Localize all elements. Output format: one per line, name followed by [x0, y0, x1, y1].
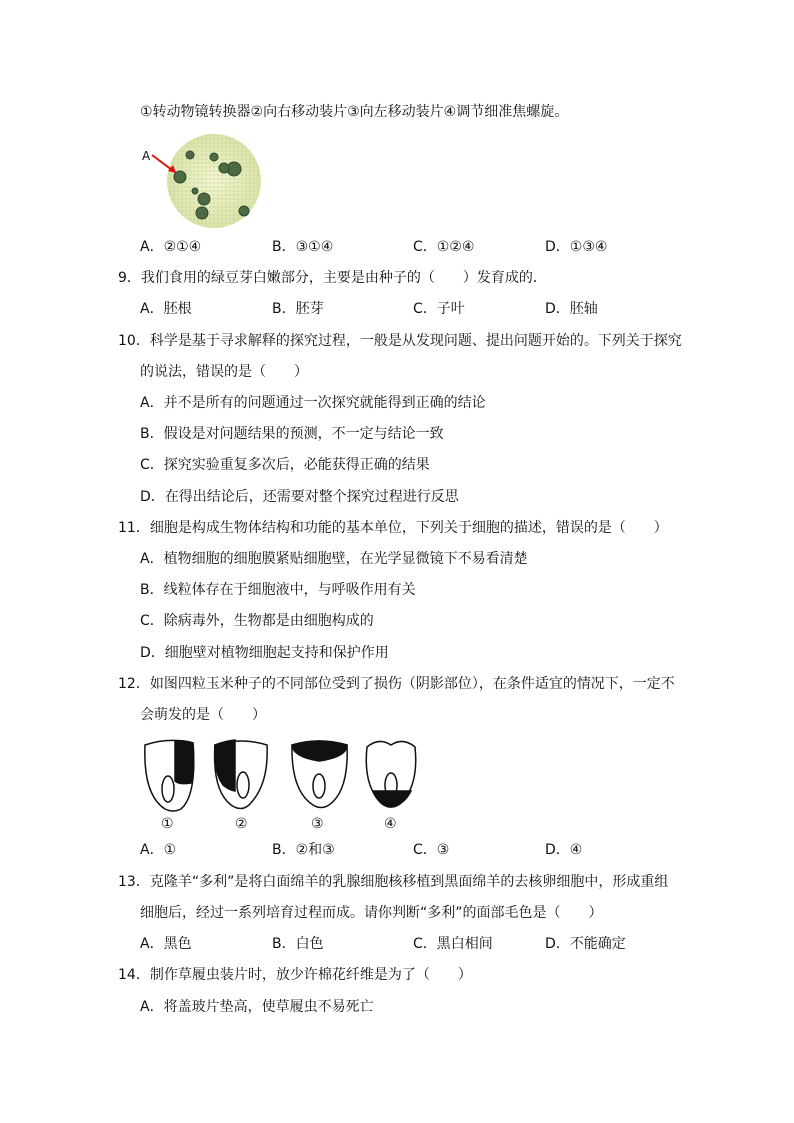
q9-option-b: B．胚芽 [272, 301, 324, 317]
q9-option-d: D．胚轴 [545, 301, 598, 317]
q13-option-b: B．白色 [272, 936, 324, 952]
q12-stem-line1: 12．如图四粒玉米种子的不同部位受到了损伤（阴影部位），在条件适宜的情况下，一定不 [118, 676, 675, 692]
q9-option-c: C．子叶 [413, 301, 465, 317]
q11-option-d: D．细胞壁对植物细胞起支持和保护作用 [140, 645, 389, 661]
q9-stem: 9．我们食用的绿豆芽白嫩部分，主要是由种子的（ ）发育成的． [118, 270, 547, 286]
q8-option-c: C．①②④ [413, 239, 475, 255]
q10-stem-line1: 10．科学是基于寻求解释的探究过程，一般是从发现问题、提出问题开始的。下列关于探究 [118, 333, 682, 349]
corn-seeds-figure [135, 735, 425, 835]
q8-option-d: D．①③④ [545, 239, 608, 255]
q10-option-d: D．在得出结论后，还需要对整个探究过程进行反思 [140, 489, 459, 505]
figure-label-a: A [142, 149, 151, 163]
q13-option-a: A．黑色 [140, 936, 192, 952]
q10-option-c: C．探究实验重复多次后，必能获得正确的结果 [140, 457, 430, 473]
seed-label-3: ③ [311, 816, 324, 832]
q8-steps: ①转动物镜转换器②向右移动装片③向左移动装片④调节细准焦螺旋。 [140, 104, 569, 120]
q11-stem: 11．细胞是构成生物体结构和功能的基本单位，下列关于细胞的描述，错误的是（ ） [118, 520, 668, 536]
q11-option-c: C．除病毒外，生物都是由细胞构成的 [140, 613, 374, 629]
q12-option-a: A．① [140, 842, 177, 858]
q11-option-a: A．植物细胞的细胞膜紧贴细胞壁，在光学显微镜下不易看清楚 [140, 551, 528, 567]
q10-stem-line2: 的说法，错误的是（ ） [140, 364, 308, 380]
q12-option-b: B．②和③ [272, 842, 335, 858]
q13-stem-line1: 13．克隆羊“多利”是将白面绵羊的乳腺细胞核移植到黑面绵羊的去核卵细胞中，形成重组 [118, 874, 669, 890]
q12-option-c: C．③ [413, 842, 450, 858]
q11-option-b: B．线粒体存在于细胞液中，与呼吸作用有关 [140, 582, 416, 598]
q13-stem-line2: 细胞后，经过一系列培育过程而成。请你判断“多利”的面部毛色是（ ） [140, 905, 603, 921]
seed-label-1: ① [161, 816, 174, 832]
seed-label-2: ② [235, 816, 248, 832]
q14-option-a: A．将盖玻片垫高，使草履虫不易死亡 [140, 999, 374, 1015]
seed-4 [366, 741, 415, 807]
q14-stem: 14．制作草履虫装片时，放少许棉花纤维是为了（ ） [118, 967, 472, 983]
q13-option-d: D．不能确定 [545, 936, 626, 952]
q12-option-d: D．④ [545, 842, 583, 858]
seed-1 [145, 740, 194, 811]
q9-option-a: A．胚根 [140, 301, 192, 317]
seed-3 [292, 741, 347, 808]
q8-option-b: B．③①④ [272, 239, 334, 255]
q8-option-a: A．②①④ [140, 239, 202, 255]
q13-option-c: C．黑白相间 [413, 936, 493, 952]
q12-stem-line2: 会萌发的是（ ） [140, 707, 266, 723]
q10-option-b: B．假设是对问题结果的预测，不一定与结论一致 [140, 426, 444, 442]
seed-label-4: ④ [384, 816, 397, 832]
seed-2 [215, 740, 268, 809]
q10-option-a: A．并不是所有的问题通过一次探究就能得到正确的结论 [140, 395, 486, 411]
microscope-view-figure [140, 133, 265, 233]
